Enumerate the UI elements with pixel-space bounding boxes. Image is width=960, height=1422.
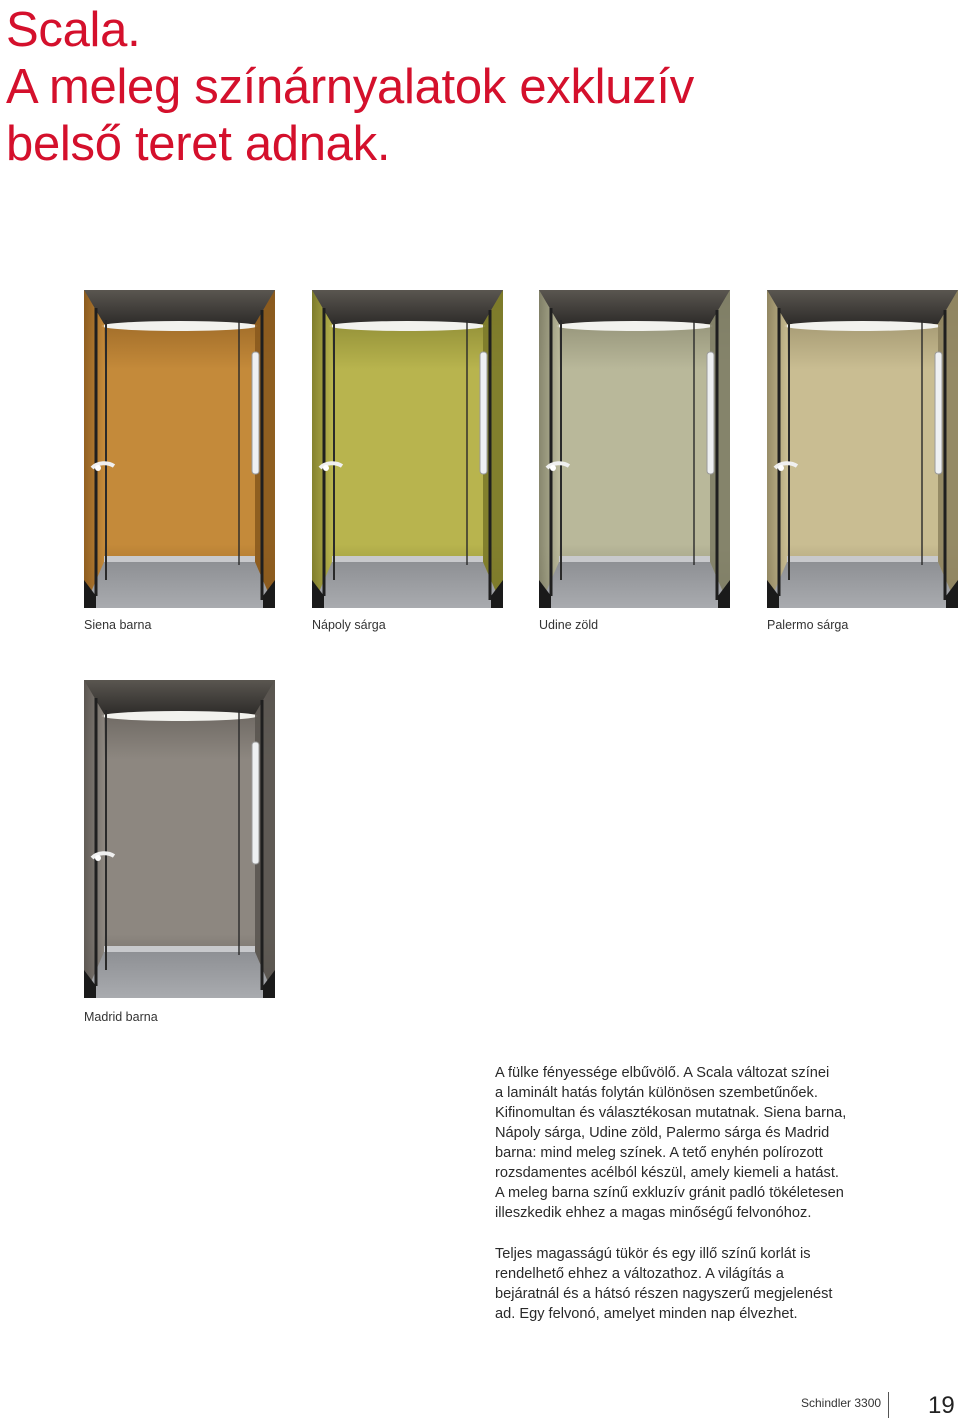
caption-palermo: Palermo sárga [767, 618, 849, 632]
caption-madrid: Madrid barna [84, 1010, 158, 1024]
text-line: Nápoly sárga, Udine zöld, Palermo sárga és Madrid [495, 1125, 830, 1141]
footer-divider [888, 1392, 889, 1418]
footer-brand: Schindler 3300 [801, 1396, 882, 1410]
page-title [6, 2, 906, 173]
text-line: a laminált hatás folytán különösen szembetűnőek. [495, 1085, 818, 1101]
caption-napoly: Nápoly sárga [312, 618, 386, 632]
paragraph-2 [495, 1244, 935, 1324]
title-line-1: Scala. [6, 3, 141, 57]
page-number: 19 [928, 1392, 955, 1419]
cabin-image-udine [539, 290, 730, 608]
caption-siena: Siena barna [84, 618, 152, 632]
title-line-2: A meleg színárnyalatok exkluzív [6, 60, 694, 114]
text-line: bejáratnál és a hátsó részen nagyszerű megjelenést [495, 1286, 833, 1302]
text-line: illeszkedik ehhez a magas minőségű felvonóhoz. [495, 1205, 812, 1221]
paragraph-1 [495, 1063, 935, 1223]
text-line: A fülke fényessége elbűvölő. A Scala változat színei [495, 1065, 830, 1081]
text-line: rozsdamentes acélból készül, amely kiemeli a hatást. [495, 1165, 839, 1181]
title-line-3: belső teret adnak. [6, 117, 391, 171]
cabin-image-palermo [767, 290, 958, 608]
text-line: Teljes magasságú tükör és egy illő színű korlát is [495, 1246, 811, 1262]
text-line: barna: mind meleg színek. A tető enyhén polírozott [495, 1145, 823, 1161]
text-line: Kifinomultan és választékosan mutatnak. Siena barna, [495, 1105, 847, 1121]
text-line: ad. Egy felvonó, amelyet minden nap élvezhet. [495, 1306, 798, 1322]
cabin-image-siena [84, 290, 275, 608]
cabin-image-madrid [84, 680, 275, 998]
text-line: rendelhető ehhez a változathoz. A világítás a [495, 1266, 784, 1282]
text-line: A meleg barna színű exkluzív gránit padló tökéletesen [495, 1185, 844, 1201]
caption-udine: Udine zöld [539, 618, 599, 632]
cabin-image-napoly [312, 290, 503, 608]
